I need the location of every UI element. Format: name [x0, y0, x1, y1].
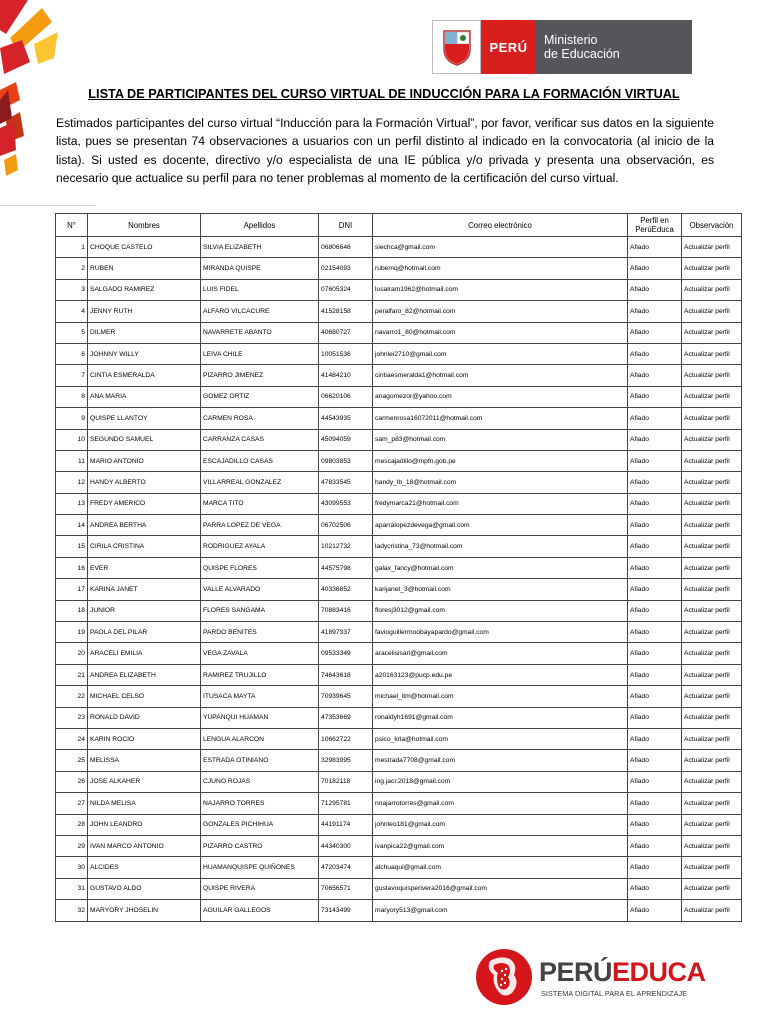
cell-dni: 10662722 — [319, 728, 373, 749]
table-row — [56, 279, 742, 300]
cell-number: 25 — [56, 750, 88, 771]
cell-perfil: Afiado — [628, 258, 682, 279]
table-row — [56, 728, 742, 749]
cell-nombres: HANDY ALBERTO — [88, 472, 201, 493]
cell-perfil: Afiado — [628, 771, 682, 792]
cell-dni: 70939645 — [319, 686, 373, 707]
cell-number: 18 — [56, 600, 88, 621]
cell-apellidos: GOMEZ ORTIZ — [201, 386, 319, 407]
cell-apellidos: LENGUA ALARCON — [201, 728, 319, 749]
cell-nombres: RONALD DAVID — [88, 707, 201, 728]
cell-apellidos: RAMIREZ TRUJILLO — [201, 664, 319, 685]
cell-nombres: MARIO ANTONIO — [88, 450, 201, 471]
cell-nombres: RUBEN — [88, 258, 201, 279]
cell-correo: aparralopezdevega@gmail.com — [373, 515, 628, 536]
cell-number: 30 — [56, 857, 88, 878]
table-row — [56, 750, 742, 771]
cell-dni: 73143499 — [319, 900, 373, 921]
cell-perfil: Afiado — [628, 557, 682, 578]
cell-number: 26 — [56, 771, 88, 792]
cell-apellidos: PARRA LOPEZ DE VEGA — [201, 515, 319, 536]
cell-nombres: CIRILA CRISTINA — [88, 536, 201, 557]
cell-nombres: JENNY RUTH — [88, 301, 201, 322]
cell-dni: 44575798 — [319, 557, 373, 578]
table-row — [56, 429, 742, 450]
cell-dni: 41484210 — [319, 365, 373, 386]
table-row — [56, 237, 742, 258]
cell-apellidos: SILVIA ELIZABETH — [201, 237, 319, 258]
cell-apellidos: VALLE ALVARADO — [201, 579, 319, 600]
cell-correo: sam_p83@hotmail.com — [373, 429, 628, 450]
cell-nombres: CINTIA ESMERALDA — [88, 365, 201, 386]
cell-nombres: CHOQUE CASTELO — [88, 237, 201, 258]
table-row — [56, 771, 742, 792]
document-title: LISTA DE PARTICIPANTES DEL CURSO VIRTUAL DE INDUCCIÓN PARA LA FORMACIÓN VIRTUAL — [88, 87, 680, 101]
table-row — [56, 664, 742, 685]
intro-paragraph: Estimados participantes del curso virtual “Inducción para la Formación Virtual”, por favor, verificar sus datos en la siguiente lista, pues se presentan 74 observaciones a usuarios con un perfil distinto al indicado en la convocatoria (al inicio de la lista). Si usted es docente, directivo y/o especialista de una IE pública y/o privada y presenta una observación, es necesario que actualice su perfil para no tener problemas al momento de la certificación del curso virtual. — [56, 116, 714, 186]
cell-perfil: Afiado — [628, 664, 682, 685]
cell-apellidos: FLORES SANGAMA — [201, 600, 319, 621]
cell-observacion: Actualizar perfil — [682, 728, 742, 749]
cell-nombres: JOSE ALKAHER — [88, 771, 201, 792]
cell-perfil: Afiado — [628, 386, 682, 407]
cell-apellidos: GONZALES PICHIHUA — [201, 814, 319, 835]
cell-number: 7 — [56, 365, 88, 386]
globe-icon — [474, 947, 534, 1007]
cell-perfil: Afiado — [628, 686, 682, 707]
cell-number: 14 — [56, 515, 88, 536]
cell-observacion: Actualizar perfil — [682, 279, 742, 300]
brand-part1: PERÚ — [539, 957, 613, 987]
cell-nombres: ANDREA BERTHA — [88, 515, 201, 536]
cell-perfil: Afiado — [628, 536, 682, 557]
table-row — [56, 579, 742, 600]
cell-observacion: Actualizar perfil — [682, 515, 742, 536]
cell-apellidos: MIRANDA QUISPE — [201, 258, 319, 279]
table-row — [56, 600, 742, 621]
cell-correo: handy_lb_18@hotmail.com — [373, 472, 628, 493]
cell-observacion: Actualizar perfil — [682, 579, 742, 600]
cell-dni: 02154093 — [319, 258, 373, 279]
table-row — [56, 472, 742, 493]
cell-nombres: SALGADO RAMIREZ — [88, 279, 201, 300]
cell-correo: gustavoquisperivera2016@gmail.com — [373, 878, 628, 899]
cell-number: 27 — [56, 793, 88, 814]
cell-nombres: KARINA JANET — [88, 579, 201, 600]
cell-observacion: Actualizar perfil — [682, 857, 742, 878]
cell-perfil: Afiado — [628, 643, 682, 664]
cell-observacion: Actualizar perfil — [682, 878, 742, 899]
cell-apellidos: NAVARRETE ABANTO — [201, 322, 319, 343]
cell-correo: navarro1_80@hotmail.com — [373, 322, 628, 343]
cell-dni: 06620106 — [319, 386, 373, 407]
cell-observacion: Actualizar perfil — [682, 408, 742, 429]
cell-perfil: Afiado — [628, 835, 682, 856]
cell-dni: 40680727 — [319, 322, 373, 343]
cell-observacion: Actualizar perfil — [682, 814, 742, 835]
cell-number: 22 — [56, 686, 88, 707]
cell-perfil: Afiado — [628, 450, 682, 471]
cell-apellidos: ITUSACA MAYTA — [201, 686, 319, 707]
table-row — [56, 450, 742, 471]
cell-apellidos: PIZARRO CASTRO — [201, 835, 319, 856]
cell-nombres: IVAN MARCO ANTONIO — [88, 835, 201, 856]
cell-nombres: ANDREA ELIZABETH — [88, 664, 201, 685]
cell-apellidos: YUPANQUI HUAMAN — [201, 707, 319, 728]
cell-apellidos: ESTRADA OTINIANO — [201, 750, 319, 771]
header-number: N° — [56, 214, 88, 237]
cell-correo: mescajadillo@mpfn.gob.pe — [373, 450, 628, 471]
cell-dni: 09533349 — [319, 643, 373, 664]
cell-correo: favioguillermoobayapardo@gmail.com — [373, 622, 628, 643]
cell-dni: 44191174 — [319, 814, 373, 835]
cell-observacion: Actualizar perfil — [682, 536, 742, 557]
cell-nombres: NILDA MELISA — [88, 793, 201, 814]
cell-dni: 44340300 — [319, 835, 373, 856]
cell-perfil: Afiado — [628, 343, 682, 364]
cell-observacion: Actualizar perfil — [682, 750, 742, 771]
cell-apellidos: RODRIGUEZ AYALA — [201, 536, 319, 557]
cell-observacion: Actualizar perfil — [682, 258, 742, 279]
cell-perfil: Afiado — [628, 622, 682, 643]
cell-observacion: Actualizar perfil — [682, 493, 742, 514]
cell-observacion: Actualizar perfil — [682, 322, 742, 343]
cell-observacion: Actualizar perfil — [682, 643, 742, 664]
cell-observacion: Actualizar perfil — [682, 686, 742, 707]
cell-number: 10 — [56, 429, 88, 450]
table-row — [56, 707, 742, 728]
cell-dni: 41528158 — [319, 301, 373, 322]
cell-apellidos: QUISPE RIVERA — [201, 878, 319, 899]
cell-nombres: ANA MARIA — [88, 386, 201, 407]
cell-perfil: Afiado — [628, 493, 682, 514]
cell-dni: 47833545 — [319, 472, 373, 493]
cell-apellidos: ESCAJADILLO CASAS — [201, 450, 319, 471]
cell-number: 17 — [56, 579, 88, 600]
cell-dni: 06806646 — [319, 237, 373, 258]
cell-correo: carmenrosa16072011@hotmail.com — [373, 408, 628, 429]
cell-correo: alchuaqui@gmail.com — [373, 857, 628, 878]
cell-number: 19 — [56, 622, 88, 643]
header-nombres: Nombres — [88, 214, 201, 237]
header-apellidos: Apellidos — [201, 214, 319, 237]
cell-number: 29 — [56, 835, 88, 856]
cell-nombres: FREDY AMERICO — [88, 493, 201, 514]
cell-number: 16 — [56, 557, 88, 578]
cell-nombres: PAOLA DEL PILAR — [88, 622, 201, 643]
cell-number: 28 — [56, 814, 88, 835]
table-row — [56, 900, 742, 921]
cell-apellidos: LUIS FIDEL — [201, 279, 319, 300]
cell-nombres: JUNIOR — [88, 600, 201, 621]
cell-correo: ing.jacr.2018@gmail.com — [373, 771, 628, 792]
cell-dni: 43099553 — [319, 493, 373, 514]
perueduca-logo — [474, 947, 714, 1007]
cell-apellidos: PIZARRO JIMENEZ — [201, 365, 319, 386]
cell-dni: 06702506 — [319, 515, 373, 536]
cell-apellidos: HUAMANQUISPE QUIÑONES — [201, 857, 319, 878]
cell-apellidos: NAJARRO TORRES — [201, 793, 319, 814]
cell-observacion: Actualizar perfil — [682, 365, 742, 386]
cell-dni: 41897337 — [319, 622, 373, 643]
cell-apellidos: AGUILAR GALLEGOS — [201, 900, 319, 921]
cell-correo: a20163123@pucp.edu.pe — [373, 664, 628, 685]
cell-correo: mestrada7708@gmail.com — [373, 750, 628, 771]
cell-perfil: Afiado — [628, 793, 682, 814]
cell-apellidos: PARDO BENITES — [201, 622, 319, 643]
cell-dni: 74643618 — [319, 664, 373, 685]
table-row — [56, 878, 742, 899]
cell-correo: cintiaesmeralda1@hotmail.com — [373, 365, 628, 386]
cell-apellidos: VEGA ZAVALA — [201, 643, 319, 664]
cell-correo: fredymarca21@hotmail.com — [373, 493, 628, 514]
cell-correo: johnlei2710@gmail.com — [373, 343, 628, 364]
cell-number: 5 — [56, 322, 88, 343]
cell-number: 12 — [56, 472, 88, 493]
cell-apellidos: VILLARREAL GONZALEZ — [201, 472, 319, 493]
cell-number: 9 — [56, 408, 88, 429]
cell-correo: psico_krla@hotmail.com — [373, 728, 628, 749]
perueduca-brand — [539, 957, 706, 987]
cell-number: 8 — [56, 386, 88, 407]
header-perfil: Perfil en PerúEduca — [628, 214, 682, 237]
cell-nombres: ALCIDES — [88, 857, 201, 878]
cell-nombres: ARACELI EMILIA — [88, 643, 201, 664]
cell-observacion: Actualizar perfil — [682, 664, 742, 685]
cell-number: 23 — [56, 707, 88, 728]
table-row — [56, 857, 742, 878]
cell-nombres: JOHN LEANDRO — [88, 814, 201, 835]
table-row — [56, 686, 742, 707]
cell-number: 20 — [56, 643, 88, 664]
cell-perfil: Afiado — [628, 900, 682, 921]
cell-perfil: Afiado — [628, 429, 682, 450]
cell-observacion: Actualizar perfil — [682, 237, 742, 258]
cell-dni: 10212732 — [319, 536, 373, 557]
cell-perfil: Afiado — [628, 515, 682, 536]
cell-perfil: Afiado — [628, 857, 682, 878]
cell-perfil: Afiado — [628, 579, 682, 600]
cell-dni: 70656571 — [319, 878, 373, 899]
cell-perfil: Afiado — [628, 322, 682, 343]
brand-part2: EDUCA — [612, 957, 706, 987]
cell-dni: 09803853 — [319, 450, 373, 471]
table-row — [56, 536, 742, 557]
cell-perfil: Afiado — [628, 301, 682, 322]
cell-apellidos: CARRANZA CASAS — [201, 429, 319, 450]
cell-correo: ronaldyh1691@gmail.com — [373, 707, 628, 728]
cell-correo: lusalram1962@hotmail.com — [373, 279, 628, 300]
cell-correo: rubemq@hotmail.com — [373, 258, 628, 279]
ministry-name-line1: Ministerio — [544, 33, 598, 47]
cell-perfil: Afiado — [628, 279, 682, 300]
cell-observacion: Actualizar perfil — [682, 301, 742, 322]
cell-nombres: GUSTAVO ALDO — [88, 878, 201, 899]
cell-observacion: Actualizar perfil — [682, 450, 742, 471]
cell-observacion: Actualizar perfil — [682, 429, 742, 450]
cell-correo: ivanpica22@gmail.com — [373, 835, 628, 856]
cell-nombres: KARIN ROCIO — [88, 728, 201, 749]
cell-number: 3 — [56, 279, 88, 300]
table-row — [56, 793, 742, 814]
cell-perfil: Afiado — [628, 814, 682, 835]
table-row — [56, 515, 742, 536]
cell-number: 11 — [56, 450, 88, 471]
cell-nombres: MELISSA — [88, 750, 201, 771]
table-row — [56, 493, 742, 514]
cell-correo: nnajarrotorres@gmail.com — [373, 793, 628, 814]
cell-correo: siechca@gmail.com — [373, 237, 628, 258]
cell-correo: ladycristina_73@hotmail.com — [373, 536, 628, 557]
cell-apellidos: CARMEN ROSA — [201, 408, 319, 429]
ministry-name-line2: de Educación — [544, 47, 620, 61]
cell-dni: 40336852 — [319, 579, 373, 600]
header-dni: DNI — [319, 214, 373, 237]
cell-number: 24 — [56, 728, 88, 749]
cell-correo: galax_fancy@hotmail.com — [373, 557, 628, 578]
cell-dni: 44543935 — [319, 408, 373, 429]
table-row — [56, 258, 742, 279]
cell-number: 4 — [56, 301, 88, 322]
table-row — [56, 365, 742, 386]
cell-correo: floresj3012@gmail.com — [373, 600, 628, 621]
ministry-name — [536, 20, 692, 74]
cell-nombres: QUISPE LLANTOY — [88, 408, 201, 429]
cell-number: 32 — [56, 900, 88, 921]
cell-perfil: Afiado — [628, 707, 682, 728]
cell-correo: michael_itm@hotmail.com — [373, 686, 628, 707]
cell-number: 15 — [56, 536, 88, 557]
cell-observacion: Actualizar perfil — [682, 771, 742, 792]
header-correo: Correo electrónico — [373, 214, 628, 237]
table-header-row — [56, 214, 742, 237]
cell-observacion: Actualizar perfil — [682, 472, 742, 493]
cell-dni: 71295781 — [319, 793, 373, 814]
cell-number: 1 — [56, 237, 88, 258]
cell-perfil: Afiado — [628, 237, 682, 258]
cell-observacion: Actualizar perfil — [682, 900, 742, 921]
table-row — [56, 557, 742, 578]
table-row — [56, 622, 742, 643]
cell-apellidos: QUISPE FLORES — [201, 557, 319, 578]
cell-perfil: Afiado — [628, 365, 682, 386]
cell-number: 13 — [56, 493, 88, 514]
cell-observacion: Actualizar perfil — [682, 343, 742, 364]
cell-observacion: Actualizar perfil — [682, 622, 742, 643]
cell-observacion: Actualizar perfil — [682, 835, 742, 856]
cell-correo: maryory513@gmail.com — [373, 900, 628, 921]
table-row — [56, 408, 742, 429]
cell-nombres: DILMER — [88, 322, 201, 343]
cell-dni: 32983995 — [319, 750, 373, 771]
cell-apellidos: CJUNO ROJAS — [201, 771, 319, 792]
cell-correo: peralfaro_82@hotmail.com — [373, 301, 628, 322]
table-row — [56, 322, 742, 343]
cell-observacion: Actualizar perfil — [682, 557, 742, 578]
cell-perfil: Afiado — [628, 472, 682, 493]
cell-correo: anagomezor@yahoo.com — [373, 386, 628, 407]
cell-dni: 70182118 — [319, 771, 373, 792]
cell-apellidos: ALFARO VILCACURE — [201, 301, 319, 322]
cell-observacion: Actualizar perfil — [682, 793, 742, 814]
cell-observacion: Actualizar perfil — [682, 386, 742, 407]
cell-perfil: Afiado — [628, 600, 682, 621]
table-row — [56, 343, 742, 364]
cell-perfil: Afiado — [628, 750, 682, 771]
cell-perfil: Afiado — [628, 408, 682, 429]
cell-dni: 47203474 — [319, 857, 373, 878]
ministry-logo — [432, 20, 692, 74]
cell-observacion: Actualizar perfil — [682, 707, 742, 728]
table-row — [56, 386, 742, 407]
cell-nombres: MICHAEL CELSO — [88, 686, 201, 707]
cell-number: 31 — [56, 878, 88, 899]
cell-nombres: JOHNNY WILLY — [88, 343, 201, 364]
cell-number: 2 — [56, 258, 88, 279]
cell-perfil: Afiado — [628, 728, 682, 749]
cell-correo: johnleo181@gmail.com — [373, 814, 628, 835]
cell-number: 21 — [56, 664, 88, 685]
cell-perfil: Afiado — [628, 878, 682, 899]
perueduca-tagline: SISTEMA DIGITAL PARA EL APRENDIZAJE — [541, 989, 688, 998]
cell-nombres: EVER — [88, 557, 201, 578]
cell-dni: 07605324 — [319, 279, 373, 300]
table-row — [56, 643, 742, 664]
cell-correo: karijanet_3@hotmail.com — [373, 579, 628, 600]
peru-label: PERÚ — [481, 20, 536, 74]
table-row — [56, 814, 742, 835]
header-observacion: Observación — [682, 214, 742, 237]
cell-correo: aracelisisari@gmail.com — [373, 643, 628, 664]
cell-apellidos: LEIVA CHILE — [201, 343, 319, 364]
table-row — [56, 835, 742, 856]
participants-table — [55, 213, 742, 922]
cell-dni: 10051536 — [319, 343, 373, 364]
cell-observacion: Actualizar perfil — [682, 600, 742, 621]
cell-dni: 45094059 — [319, 429, 373, 450]
cell-dni: 47353669 — [319, 707, 373, 728]
cell-nombres: SEGUNDO SAMUEL — [88, 429, 201, 450]
coat-of-arms-icon — [432, 20, 481, 74]
header-divider — [0, 205, 96, 206]
cell-dni: 70883416 — [319, 600, 373, 621]
cell-apellidos: MARCA TITO — [201, 493, 319, 514]
table-row — [56, 301, 742, 322]
cell-number: 6 — [56, 343, 88, 364]
cell-nombres: MARYORY JHOSELIN — [88, 900, 201, 921]
